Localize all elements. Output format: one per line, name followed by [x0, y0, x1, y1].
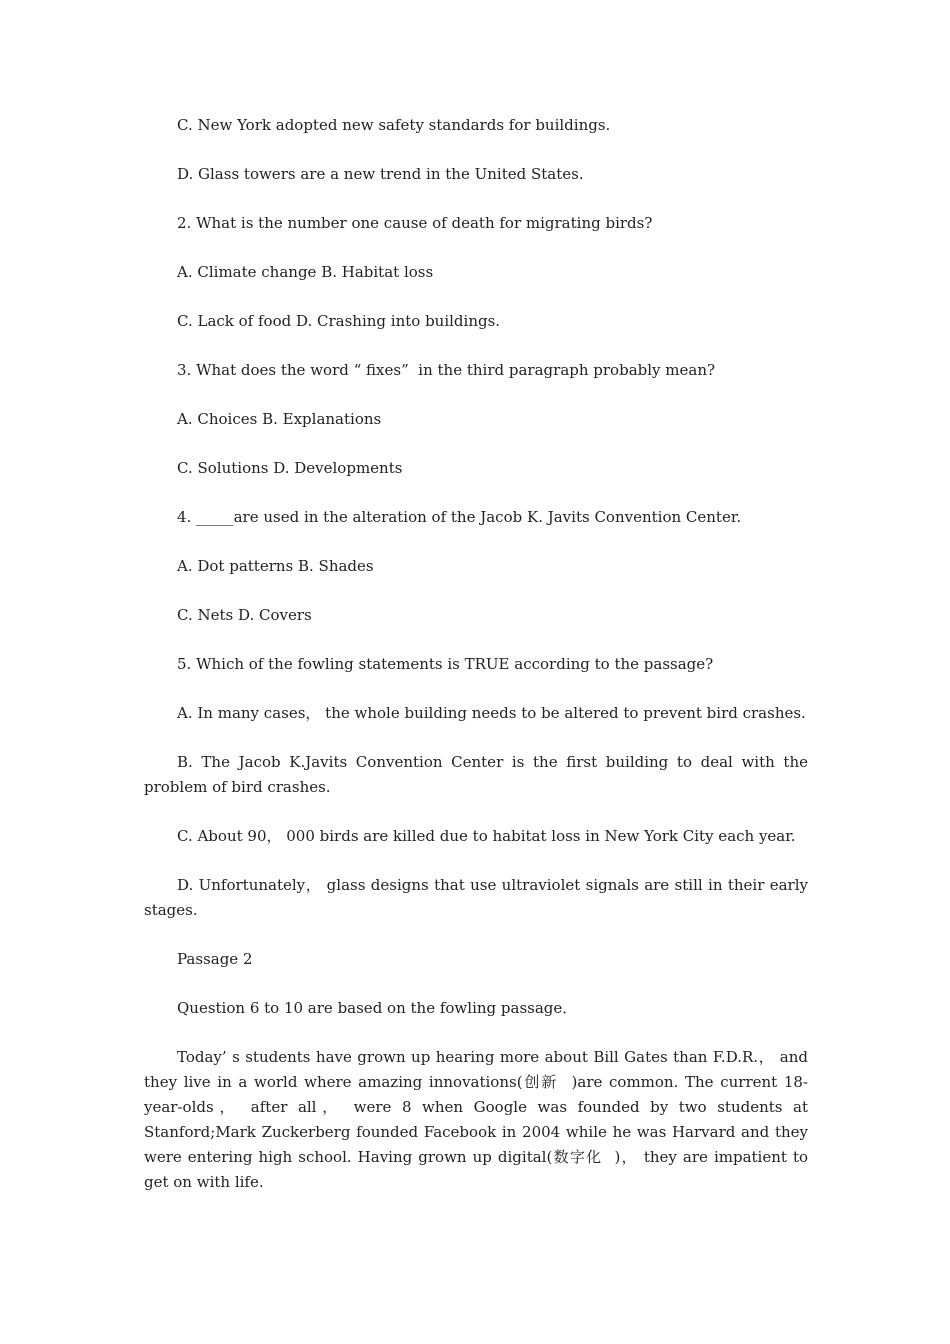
- question-4: 4. _____are used in the alteration of the Jacob K. Javits Convention Center.: [177, 508, 742, 526]
- options-4ab: A. Dot patterns B. Shades: [177, 557, 374, 575]
- options-3cd: C. Solutions D. Developments: [177, 459, 403, 477]
- options-3ab: A. Choices B. Explanations: [177, 410, 382, 428]
- option-5d: D. Unfortunately， glass designs that use ultraviolet signals are still in their early stages.: [144, 876, 813, 919]
- option-5c: C. About 90， 000 birds are killed due to habitat loss in New York City each year.: [177, 827, 796, 845]
- passage-2-heading: Passage 2: [177, 950, 253, 968]
- question-3: 3. What does the word “ fixes” in the third paragraph probably mean?: [177, 361, 716, 379]
- question-2: 2. What is the number one cause of death for migrating birds?: [177, 214, 653, 232]
- option-1c: C. New York adopted new safety standards for buildings.: [177, 116, 611, 134]
- passage-2-instruction: Question 6 to 10 are based on the fowling passage．: [177, 999, 578, 1017]
- document-page: [144, 113, 813, 1219]
- options-2cd: C. Lack of food D. Crashing into buildings.: [177, 312, 501, 330]
- option-5b: B. The Jacob K.Javits Convention Center is the first building to deal with the problem of bird crashes.: [144, 753, 813, 796]
- options-4cd: C. Nets D. Covers: [177, 606, 312, 624]
- option-5a: A. In many cases， the whole building needs to be altered to prevent bird crashes.: [177, 704, 806, 722]
- question-5: 5. Which of the fowling statements is TRUE according to the passage?: [177, 655, 714, 673]
- options-2ab: A. Climate change B. Habitat loss: [177, 263, 434, 281]
- passage-2-body: Today’ s students have grown up hearing more about Bill Gates than F.D.R.， and they live in a world where amazing innovations(创新 )are common. The current 18-year-olds， after all， were 8 when Google was founded by two students at Stanford;Mark Zuckerberg founded Facebook in 2004 while he was Harvard and they were entering high school. Having grown up digital(数字化 )， they are impatient to get on with life.: [144, 1048, 813, 1191]
- option-1d: D. Glass towers are a new trend in the United States.: [177, 165, 584, 183]
